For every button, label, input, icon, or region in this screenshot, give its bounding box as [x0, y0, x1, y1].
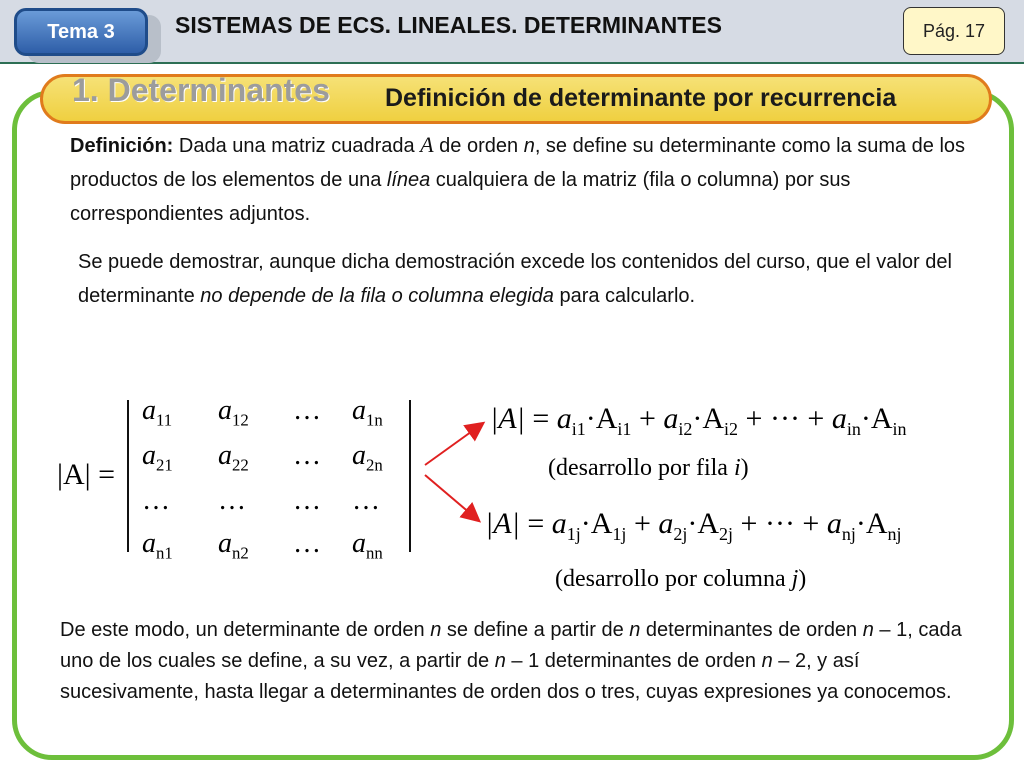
conclusion-text: – 1 determinantes de orden [505, 650, 762, 672]
section-title: 1. Determinantes [72, 72, 330, 108]
conclusion-text: se define a partir de [441, 619, 630, 641]
matrix-entry: $a_{nn}$ [352, 528, 383, 563]
linea-term: línea [386, 169, 431, 191]
matrix-entry: … [293, 528, 321, 559]
definition-text-4: cualquiera de la matriz (fila o columna) por sus correspondientes adjuntos. [70, 169, 851, 225]
matrix-entry: $a_{2n}$ [352, 440, 383, 475]
matrix-entry: $a_{1n}$ [352, 395, 383, 430]
matrix-entry: $a_{n2}$ [218, 528, 249, 563]
matrix-entry: … [293, 395, 321, 426]
page-number: Pág. 17 [903, 7, 1005, 55]
conclusion-text: determinantes de orden [640, 619, 863, 641]
matrix-variable: A [420, 132, 434, 157]
tema-badge: Tema 3 [14, 8, 148, 56]
definition-text-1: Dada una matriz cuadrada [173, 135, 421, 157]
order-variable: n [761, 650, 773, 672]
order-variable: n [862, 619, 874, 641]
determinant-label: |A| = [57, 458, 116, 491]
matrix-entry: $a_{11}$ [142, 395, 173, 430]
conclusion-text: – 2, y así sucesivamente, hasta llegar a determinantes de orden dos o tres, cuyas expresiones ya conocemos. [60, 650, 952, 703]
matrix-entry: … [218, 485, 246, 516]
column-expansion-formula: $|A| = a_{1j}\cdot A_{1j} + a_{2j}\cdot A_{2j}$ + ··· + $a_{nj}\cdot A_{nj}$ [485, 507, 902, 544]
definition-text-3: , se define su determinante como la suma de los productos de los elementos de una [70, 135, 966, 191]
definition-text-2: de orden [433, 135, 524, 157]
matrix-entry: … [352, 485, 380, 516]
matrix-entry: … [293, 440, 321, 471]
conclusion-paragraph [60, 615, 1000, 708]
definition-label: Definición: [70, 135, 174, 157]
matrix-entry: $a_{12}$ [218, 395, 249, 430]
definition-paragraph [70, 128, 990, 231]
matrix-entry: $a_{21}$ [142, 440, 173, 475]
matrix-entry: $a_{22}$ [218, 440, 249, 475]
order-variable: n [430, 619, 442, 641]
matrix-entry: $a_{n1}$ [142, 528, 173, 563]
note-paragraph [78, 245, 978, 313]
section-subtitle: Definición de determinante por recurrencia [385, 84, 897, 112]
row-expansion-formula: $|A| = a_{i1}\cdot A_{i1} + a_{i2}\cdot A_{i2}$ + ··· + $a_{in}\cdot A_{in}$ [490, 402, 907, 439]
column-expansion-caption: (desarrollo por columna j) [555, 566, 807, 592]
note-emphasis: no depende de la fila o columna elegida [200, 285, 554, 307]
order-variable: n [494, 650, 506, 672]
order-variable: n [523, 135, 535, 157]
matrix-entry: … [293, 485, 321, 516]
order-variable: n [629, 619, 641, 641]
header-title: SISTEMAS DE ECS. LINEALES. DETERMINANTES [175, 12, 722, 38]
conclusion-text: De este modo, un determinante de orden [60, 619, 431, 641]
note-text-1: Se puede demostrar, aunque dicha demostración excede los contenidos del curso, que el valor del determinante [78, 251, 952, 307]
conclusion-text: – 1, cada uno de los cuales se define, a su vez, a partir de [60, 619, 962, 672]
note-text-2: para calcularlo. [553, 285, 696, 307]
matrix-entry: … [142, 485, 170, 516]
row-expansion-caption: (desarrollo por fila i) [548, 455, 749, 481]
